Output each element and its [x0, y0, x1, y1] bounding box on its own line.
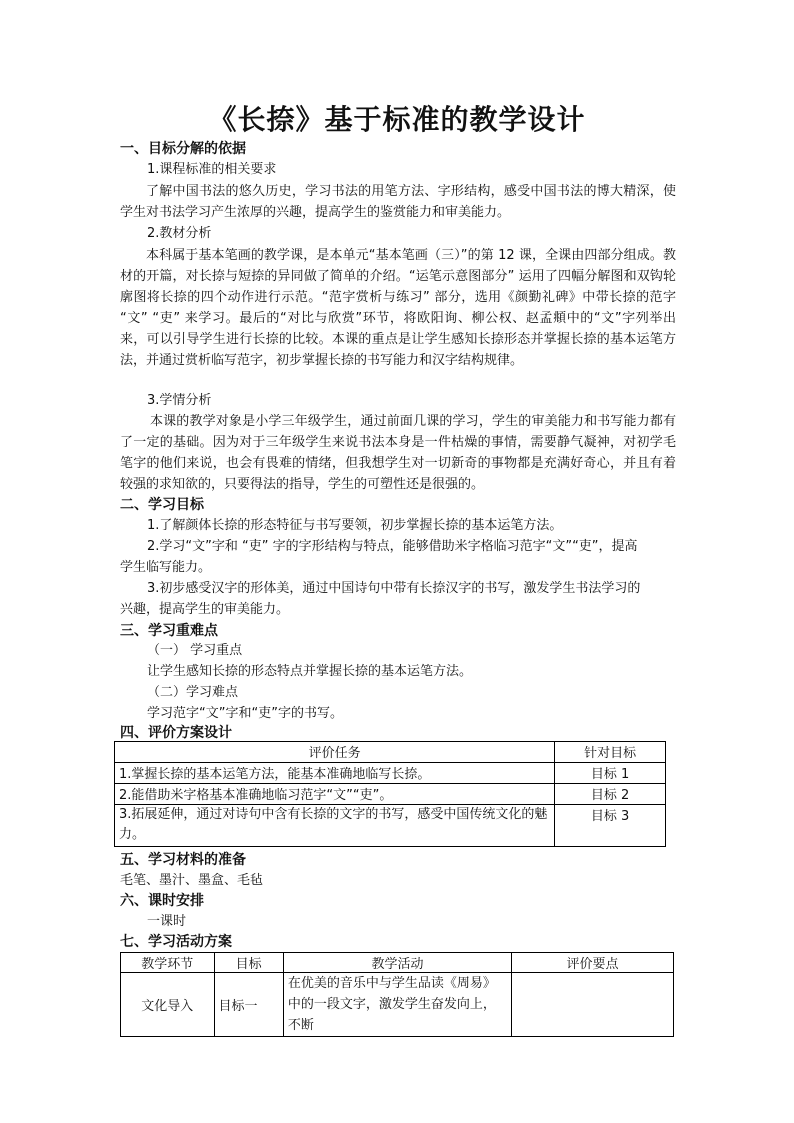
table-cell: 目标 3 — [555, 805, 666, 847]
goal-3-line-2: 兴趣，提高学生的审美能力。 — [120, 602, 290, 617]
table-cell: 目标 2 — [555, 784, 666, 805]
key-point-text: 让学生感知长捺的形态特点并掌握长捺的基本运笔方法。 — [147, 664, 473, 679]
difficulty-label: （二）学习难点 — [147, 685, 239, 700]
table-row — [115, 805, 666, 847]
subheading-textbook-analysis: 2.教材分析 — [147, 226, 212, 241]
section-heading-2: 二、学习目标 — [120, 497, 204, 513]
section-heading-1: 一、目标分解的依据 — [120, 141, 246, 157]
table-row — [115, 784, 666, 805]
table-header: 教学活动 — [283, 953, 511, 973]
goal-3-line-1: 3.初步感受汉字的形体美，通过中国诗句中带有长捺汉字的书写，激发学生书法学习的 — [147, 581, 641, 596]
table-row — [121, 973, 674, 1037]
table-header: 教学环节 — [121, 953, 215, 973]
section-heading-6: 六、课时安排 — [120, 893, 204, 909]
paragraph-textbook-analysis: 本科属于基本笔画的教学课，是本单元“基本笔画（三）”的第 12 课，全课由四部分组成。教材的开篇，对长捺与短捺的异同做了简单的介绍。“运笔示意图部分” 运用了四幅分解图和双钩轮廓图将长捺的四个动作进行示范。“范字赏析与练习” 部分，选用《颜勤礼碑》中带长捺的范字 “文” “吏” 来学习。最后的“对比与欣赏”环节，将欧阳询、柳公权、赵孟頫中的“文”字列举出来，可以引导学生进行长捺的比较。本课的重点是让学生感知长捺形态并掌握长捺的基本运笔方法，并通过赏析临写范字，初步掌握长捺的书写能力和汉字结构规律。 — [120, 248, 676, 368]
table-cell: 2.能借助米字格基本准确地临习范字“文”“吏”。 — [115, 784, 555, 805]
table-row — [115, 763, 666, 784]
table-cell: 目标 1 — [555, 763, 666, 784]
table-header-row — [121, 953, 674, 973]
materials-text: 毛笔、墨汁、墨盒、毛毡 — [120, 873, 264, 888]
key-point-label: （一） 学习重点 — [147, 643, 243, 658]
table-header: 针对目标 — [555, 742, 666, 763]
table-header: 评价任务 — [115, 742, 555, 763]
section-heading-5: 五、学习材料的准备 — [120, 852, 246, 868]
table-cell: 1.掌握长捺的基本运笔方法，能基本准确地临写长捺。 — [115, 763, 555, 784]
difficulty-text: 学习范字“文”字和“吏”字的书写。 — [147, 706, 343, 721]
goal-2-line-2: 学生临写能力。 — [120, 560, 212, 575]
section-heading-7: 七、学习活动方案 — [120, 934, 232, 950]
section-heading-3: 三、学习重难点 — [120, 623, 218, 639]
table-cell: 文化导入 — [121, 973, 215, 1037]
goal-2-line-1: 2.学习“文”字和 “吏” 字的字形结构与特点，能够借助米字格临习范字“文”“吏”，提高 — [147, 539, 638, 554]
subheading-course-standard: 1.课程标准的相关要求 — [147, 162, 277, 177]
document-title: 《长捺》基于标准的教学设计 — [208, 103, 586, 136]
schedule-text: 一课时 — [147, 914, 187, 929]
table-cell: 目标一 — [214, 973, 283, 1037]
table-header: 目标 — [214, 953, 283, 973]
table-cell — [512, 973, 674, 1037]
activity-table — [120, 952, 674, 1037]
paragraph-student-analysis: 本课的教学对象是小学三年级学生，通过前面几课的学习，学生的审美能力和书写能力都有了一定的基础。因为对于三年级学生来说书法本身是一件枯燥的事情，需要静气凝神，对初学毛笔字的他们来说，也会有畏难的情绪，但我想学生对一切新奇的事物都是充满好奇心，并且有着较强的求知欲的，只要得法的指导，学生的可塑性还是很强的。 — [120, 414, 676, 492]
goal-1: 1.了解颜体长捺的形态特征与书写要领，初步掌握长捺的基本运笔方法。 — [147, 518, 563, 533]
table-header: 评价要点 — [512, 953, 674, 973]
table-cell: 在优美的音乐中与学生品读《周易》中的一段文字，激发学生奋发向上，不断 — [283, 973, 511, 1037]
table-header-row — [115, 742, 666, 763]
paragraph-course-standard: 了解中国书法的悠久历史，学习书法的用笔方法、字形结构，感受中国书法的博大精深，使学生对书法学习产生浓厚的兴趣，提高学生的鉴赏能力和审美能力。 — [120, 184, 676, 220]
evaluation-table — [114, 741, 666, 847]
table-cell: 3.拓展延伸，通过对诗句中含有长捺的文字的书写，感受中国传统文化的魅力。 — [115, 805, 555, 847]
section-heading-4: 四、评价方案设计 — [120, 725, 232, 741]
subheading-student-analysis: 3.学情分析 — [147, 393, 212, 408]
